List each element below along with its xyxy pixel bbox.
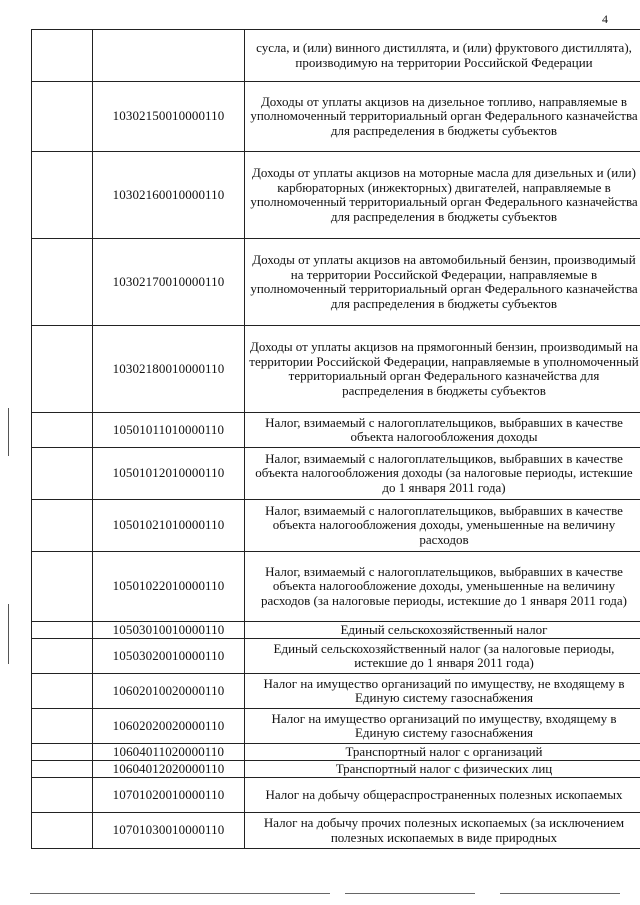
description-cell: Доходы от уплаты акцизов на дизельное топливо, направляемые в уполномоченный территориальный орган Федерального казначейства для распределения в бюджеты субъектов (245, 82, 640, 152)
code-cell: 10302180010000110 (93, 326, 245, 413)
index-cell (32, 813, 93, 849)
index-cell (32, 622, 93, 639)
code-cell: 10302160010000110 (93, 152, 245, 239)
table-row (32, 152, 640, 239)
index-cell (32, 152, 93, 239)
index-cell (32, 239, 93, 326)
index-cell (32, 82, 93, 152)
description-cell: Налог, взимаемый с налогоплательщиков, выбравших в качестве объекта налогообложения доходы, уменьшенные на величину расходов (245, 500, 640, 552)
code-cell: 10602020020000110 (93, 709, 245, 744)
code-cell: 10503020010000110 (93, 639, 245, 674)
description-cell: Транспортный налог с организаций (245, 744, 640, 761)
description-cell: Единый сельскохозяйственный налог (245, 622, 640, 639)
code-cell: 10701020010000110 (93, 778, 245, 813)
table-row (32, 622, 640, 639)
index-cell (32, 639, 93, 674)
table-row (32, 239, 640, 326)
table-row (32, 448, 640, 500)
index-cell (32, 500, 93, 552)
table-row (32, 500, 640, 552)
index-cell (32, 326, 93, 413)
code-cell: 10501011010000110 (93, 413, 245, 448)
code-cell: 10604012020000110 (93, 761, 245, 778)
code-cell: 10503010010000110 (93, 622, 245, 639)
index-cell (32, 674, 93, 709)
index-cell (32, 552, 93, 622)
code-cell: 10501021010000110 (93, 500, 245, 552)
description-cell: Налог, взимаемый с налогоплательщиков, выбравших в качестве объекта налогообложение доходы, уменьшенные на величину расходов (за налоговые периоды, истекшие до 1 января 2011 года) (245, 552, 640, 622)
code-cell: 10602010020000110 (93, 674, 245, 709)
code-cell (93, 30, 245, 82)
description-cell: Единый сельскохозяйственный налог (за налоговые периоды, истекшие до 1 января 2011 года) (245, 639, 640, 674)
description-cell: Налог, взимаемый с налогоплательщиков, выбравших в качестве объекта налогообложения доходы (245, 413, 640, 448)
index-cell (32, 744, 93, 761)
description-cell: Доходы от уплаты акцизов на прямогонный бензин, производимый на территории Российской Федерации, направляемые в уполномоченный территориальный орган Федерального казначейства для распределения в бюджеты субъектов (245, 326, 640, 413)
index-cell (32, 30, 93, 82)
table-row (32, 778, 640, 813)
index-cell (32, 778, 93, 813)
description-cell: Доходы от уплаты акцизов на автомобильный бензин, производимый на территории Российской Федерации, направляемые в уполномоченный территориальный орган Федерального казначейства для распределения в бюджеты субъектов (245, 239, 640, 326)
index-cell (32, 709, 93, 744)
scan-margin-mark (8, 408, 9, 456)
table-row (32, 813, 640, 849)
code-cell: 10604011020000110 (93, 744, 245, 761)
code-cell: 10701030010000110 (93, 813, 245, 849)
index-cell (32, 761, 93, 778)
table-row (32, 761, 640, 778)
revenue-codes-table (31, 29, 640, 849)
code-cell: 10302170010000110 (93, 239, 245, 326)
scan-margin-mark (8, 604, 9, 664)
scan-bottom-edge (30, 893, 330, 894)
description-cell: Налог на добычу прочих полезных ископаемых (за исключением полезных ископаемых в виде природных (245, 813, 640, 849)
table-row (32, 744, 640, 761)
description-cell: Налог на добычу общераспространенных полезных ископаемых (245, 778, 640, 813)
description-cell: сусла, и (или) винного дистиллята, и (или) фруктового дистиллята), производимую на территории Российской Федерации (245, 30, 640, 82)
description-cell: Доходы от уплаты акцизов на моторные масла для дизельных и (или) карбюраторных (инжекторных) двигателей, направляемые в уполномоченный территориальный орган Федерального казначейства для распределения в бюджеты субъектов (245, 152, 640, 239)
table-row (32, 674, 640, 709)
table-row (32, 326, 640, 413)
table-row (32, 30, 640, 82)
table-row (32, 709, 640, 744)
table-row (32, 82, 640, 152)
code-cell: 10501012010000110 (93, 448, 245, 500)
scan-bottom-edge (345, 893, 475, 894)
index-cell (32, 448, 93, 500)
page-number: 4 (602, 12, 608, 26)
table-row (32, 413, 640, 448)
code-cell: 10501022010000110 (93, 552, 245, 622)
description-cell: Налог на имущество организаций по имуществу, не входящему в Единую систему газоснабжения (245, 674, 640, 709)
scan-bottom-edge (500, 893, 620, 894)
table-row (32, 639, 640, 674)
index-cell (32, 413, 93, 448)
table-row (32, 552, 640, 622)
description-cell: Налог на имущество организаций по имуществу, входящему в Единую систему газоснабжения (245, 709, 640, 744)
description-cell: Транспортный налог с физических лиц (245, 761, 640, 778)
description-cell: Налог, взимаемый с налогоплательщиков, выбравших в качестве объекта налогообложения доходы (за налоговые периоды, истекшие до 1 января 2011 года) (245, 448, 640, 500)
code-cell: 10302150010000110 (93, 82, 245, 152)
